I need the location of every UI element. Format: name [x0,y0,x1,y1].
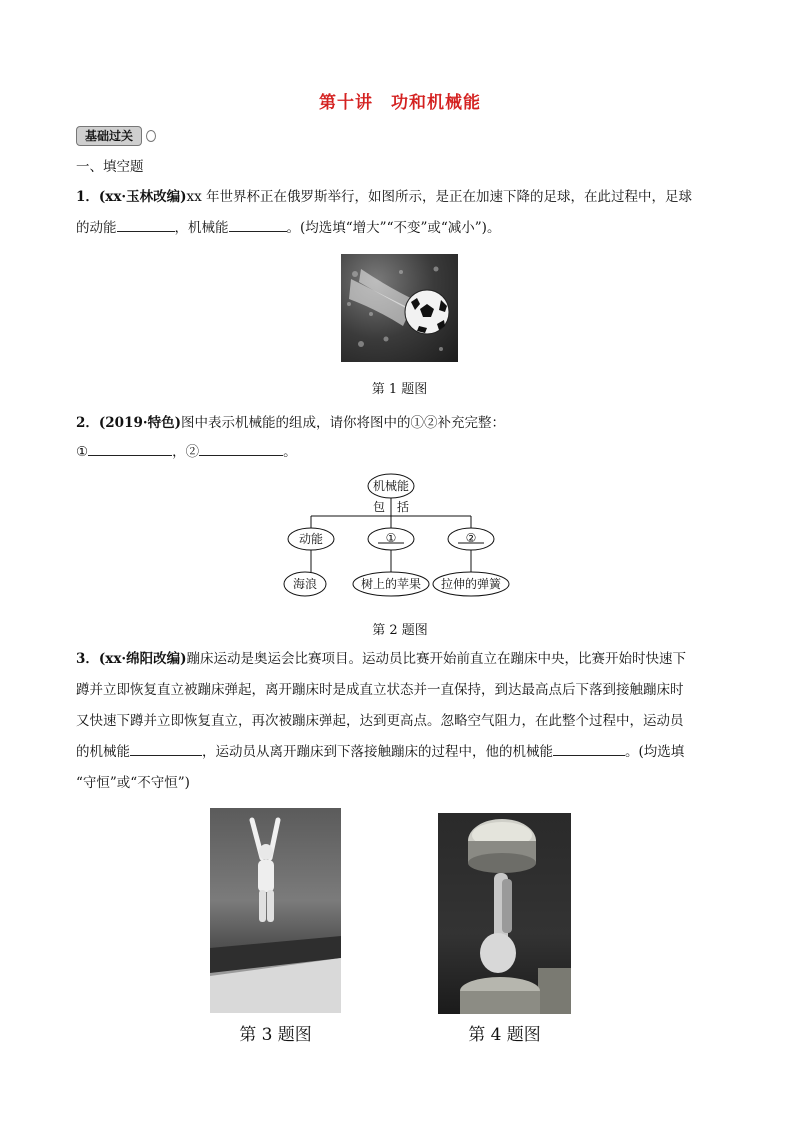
question-1-line-2 [76,217,500,239]
question-text: 图中表示机械能的组成，请你将图中的①②补充完整： [180,415,505,431]
question-number: 2． [76,415,99,431]
soccer-ball-photo [341,254,458,362]
section-badge: 基础过关 [76,126,142,146]
diagram-example-apple: 树上的苹果 [360,577,422,591]
question-3-line-4 [76,741,684,763]
question-2-line-1 [76,412,505,434]
question-3-line-2: 蹲并立即恢复直立被蹦床弹起，离开蹦床时是成直立状态并一直保持，到达最高点后下落到接触蹦床时 [76,682,684,698]
question-3-line-3: 又快速下蹲并立即恢复直立，再次被蹦床弹起，达到更高点。忽略空气阻力，在此整个过程中，运动员 [76,713,684,729]
blank-label: ① [76,444,89,460]
answer-blank[interactable] [117,217,175,232]
diagram-root: 机械能 [372,479,410,493]
answer-blank[interactable] [199,441,283,456]
question-number: 1． [76,189,99,205]
question-text: 的机械能 [76,744,130,760]
diagram-example-waves: 海浪 [292,577,318,591]
question-text: ，运动员从离开蹦床到下落接触蹦床的过程中，他的机械能 [202,744,553,760]
question-3-line-5: “守恒”或“不守恒”) [76,775,190,791]
figure-3-caption: 第 3 题图 [239,1025,312,1045]
question-2-line-2 [76,441,297,463]
separator: ， [172,444,186,460]
question-source: (xx·绵阳改编) [98,651,187,667]
answer-blank[interactable] [229,217,287,232]
answer-blank[interactable] [553,741,625,756]
question-text: xx 年世界杯正在俄罗斯举行，如图所示，是正在加速下降的足球，在此过程中，足球 [186,189,693,205]
question-source: (xx·玉林改编) [98,189,187,205]
page-title: 第十讲 功和机械能 [319,93,481,113]
question-1-line-1 [76,186,692,208]
diagram-example-spring: 拉伸的弹簧 [440,577,502,591]
question-text: ，机械能 [174,220,229,236]
diagram-node-2: ② [465,531,477,545]
trampoline-photo [210,808,341,1013]
diagram-node-1: ① [385,531,397,545]
question-text: 的动能 [76,220,117,236]
acrobat-photo [438,813,571,1014]
question-number: 3． [76,651,99,667]
figure-4-caption: 第 4 题图 [468,1025,541,1045]
answer-blank[interactable] [88,441,172,456]
section-heading: 一、填空题 [76,159,144,175]
answer-blank[interactable] [130,741,202,756]
question-text: 蹦床运动是奥运会比赛项目。运动员比赛开始前直立在蹦床中央，比赛开始时快速下 [186,651,686,667]
question-source: (2019·特色) [98,415,181,431]
mechanical-energy-diagram [280,468,520,603]
figure-1-caption: 第 1 题图 [371,382,428,397]
question-3-line-1 [76,648,686,670]
punctuation: 。 [283,444,297,460]
question-text: 。(均选填“增大”“不变”或“减小”)。 [286,220,501,236]
figure-2-caption: 第 2 题图 [372,623,428,638]
diagram-node-kinetic: 动能 [298,532,324,546]
diagram-branch-label: 包 括 [372,500,410,514]
question-text: 。(均选填 [625,744,685,760]
blank-label: ② [185,444,200,460]
badge-ornament [146,130,156,142]
